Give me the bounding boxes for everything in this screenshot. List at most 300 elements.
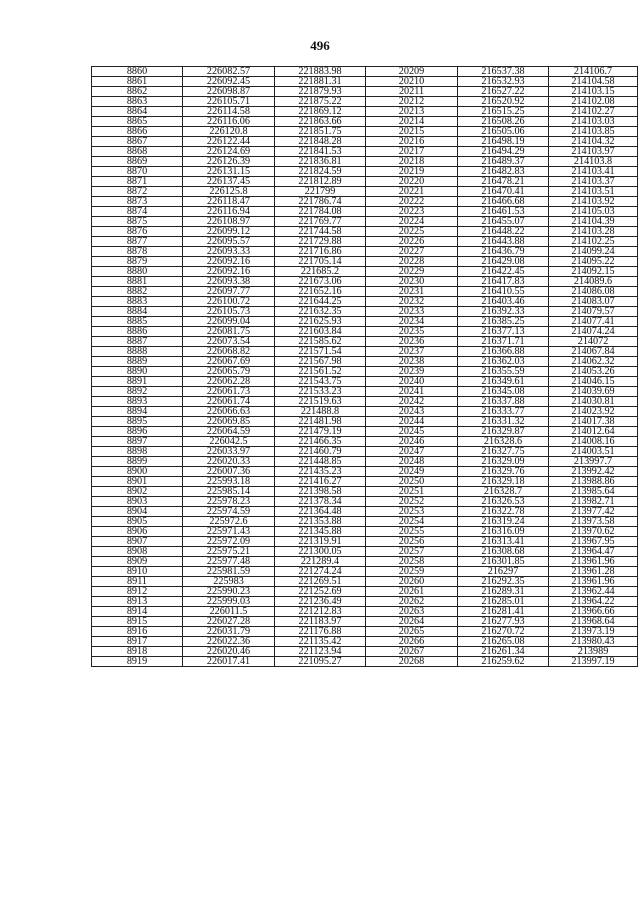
table-cell: 8876 [92, 227, 183, 237]
table-cell: 8883 [92, 297, 183, 307]
table-cell: 221883.98 [275, 67, 366, 77]
table-cell: 214103.85 [549, 127, 638, 137]
table-cell: 20241 [366, 387, 458, 397]
table-cell: 8865 [92, 117, 183, 127]
table-cell: 214083.07 [549, 297, 638, 307]
table-cell: 214089.6 [549, 277, 638, 287]
table-cell: 221705.14 [275, 257, 366, 267]
table-cell: 8892 [92, 387, 183, 397]
table-cell: 20258 [366, 557, 458, 567]
table-cell: 8862 [92, 87, 183, 97]
table-cell: 221824.59 [275, 167, 366, 177]
table-row [92, 437, 638, 447]
table-cell: 226061.73 [183, 387, 275, 397]
table-cell: 20221 [366, 187, 458, 197]
table-cell: 213982.71 [549, 497, 638, 507]
table-cell: 8882 [92, 287, 183, 297]
table-row [92, 237, 638, 247]
table-cell: 20233 [366, 307, 458, 317]
table-row [92, 77, 638, 87]
table-cell: 8870 [92, 167, 183, 177]
table-cell: 226020.33 [183, 457, 275, 467]
table-cell: 20238 [366, 357, 458, 367]
table-cell: 20237 [366, 347, 458, 357]
table-cell: 226092.16 [183, 267, 275, 277]
table-cell: 221644.25 [275, 297, 366, 307]
table-cell: 8880 [92, 267, 183, 277]
table-cell: 8873 [92, 197, 183, 207]
table-cell: 20230 [366, 277, 458, 287]
table-cell: 214008.16 [549, 437, 638, 447]
table-cell: 213988.86 [549, 477, 638, 487]
table-cell: 221533.23 [275, 387, 366, 397]
table-row [92, 567, 638, 577]
table-cell: 226098.87 [183, 87, 275, 97]
table-cell: 221345.88 [275, 527, 366, 537]
table-row [92, 597, 638, 607]
table-cell: 216470.41 [458, 187, 549, 197]
table-cell: 213985.64 [549, 487, 638, 497]
table-cell: 216355.59 [458, 367, 549, 377]
table-cell: 221176.88 [275, 627, 366, 637]
table-cell: 225999.03 [183, 597, 275, 607]
table-cell: 214092.15 [549, 267, 638, 277]
table-cell: 8918 [92, 647, 183, 657]
table-cell: 213970.62 [549, 527, 638, 537]
table-cell: 214099.24 [549, 247, 638, 257]
table-cell: 8905 [92, 517, 183, 527]
table-cell: 20242 [366, 397, 458, 407]
table-cell: 214102.08 [549, 97, 638, 107]
table-cell: 216285.01 [458, 597, 549, 607]
table-cell: 221435.23 [275, 467, 366, 477]
table-cell: 221744.58 [275, 227, 366, 237]
table-row [92, 117, 638, 127]
table-cell: 225993.18 [183, 477, 275, 487]
table-row [92, 247, 638, 257]
table-cell: 213973.58 [549, 517, 638, 527]
table-cell: 20248 [366, 457, 458, 467]
table-row [92, 137, 638, 147]
table-cell: 214106.7 [549, 67, 638, 77]
table-cell: 221095.27 [275, 657, 366, 667]
table-cell: 216532.93 [458, 77, 549, 87]
table-cell: 20227 [366, 247, 458, 257]
table-cell: 20266 [366, 637, 458, 647]
coordinates-table-body [92, 67, 638, 667]
table-cell: 20255 [366, 527, 458, 537]
table-cell: 221466.35 [275, 437, 366, 447]
table-cell: 221784.08 [275, 207, 366, 217]
table-row [92, 497, 638, 507]
table-cell: 8875 [92, 217, 183, 227]
table-cell: 226011.5 [183, 607, 275, 617]
table-cell: 216337.88 [458, 397, 549, 407]
table-cell: 20229 [366, 267, 458, 277]
table-row [92, 537, 638, 547]
table-cell: 214103.51 [549, 187, 638, 197]
table-cell: 221448.85 [275, 457, 366, 467]
table-cell: 221274.24 [275, 567, 366, 577]
table-row [92, 657, 638, 667]
table-cell: 221812.89 [275, 177, 366, 187]
page-number: 496 [310, 38, 330, 53]
table-cell: 8867 [92, 137, 183, 147]
table-cell: 226114.58 [183, 107, 275, 117]
table-cell: 20246 [366, 437, 458, 447]
table-row [92, 487, 638, 497]
table-cell: 226067.69 [183, 357, 275, 367]
table-cell: 8878 [92, 247, 183, 257]
table-cell: 226100.72 [183, 297, 275, 307]
table-cell: 216498.19 [458, 137, 549, 147]
table-cell: 216478.21 [458, 177, 549, 187]
table-cell: 214103.03 [549, 117, 638, 127]
table-cell: 216316.09 [458, 527, 549, 537]
table-cell: 20239 [366, 367, 458, 377]
table-cell: 214086.08 [549, 287, 638, 297]
table-cell: 20245 [366, 427, 458, 437]
table-cell: 216289.31 [458, 587, 549, 597]
table-cell: 226126.39 [183, 157, 275, 167]
table-cell: 214104.39 [549, 217, 638, 227]
table-cell: 8860 [92, 67, 183, 77]
table-row [92, 417, 638, 427]
table-row [92, 577, 638, 587]
table-cell: 216371.71 [458, 337, 549, 347]
table-cell: 221269.51 [275, 577, 366, 587]
table-cell: 8909 [92, 557, 183, 567]
table-cell: 20252 [366, 497, 458, 507]
table-cell: 216292.35 [458, 577, 549, 587]
table-cell: 226097.77 [183, 287, 275, 297]
table-cell: 213997.19 [549, 657, 638, 667]
table-cell: 221398.58 [275, 487, 366, 497]
table-cell: 8899 [92, 457, 183, 467]
table-cell: 226099.12 [183, 227, 275, 237]
table-cell: 20225 [366, 227, 458, 237]
table-cell: 221319.91 [275, 537, 366, 547]
table-cell: 8917 [92, 637, 183, 647]
table-cell: 20263 [366, 607, 458, 617]
table-cell: 8903 [92, 497, 183, 507]
table-cell: 221729.88 [275, 237, 366, 247]
table-cell: 8877 [92, 237, 183, 247]
table-cell: 226017.41 [183, 657, 275, 667]
table-cell: 221625.93 [275, 317, 366, 327]
table-cell: 216328.7 [458, 487, 549, 497]
table-row [92, 257, 638, 267]
table-cell: 213989 [549, 647, 638, 657]
table-row [92, 377, 638, 387]
table-cell: 214103.28 [549, 227, 638, 237]
table-row [92, 387, 638, 397]
table-cell: 221543.75 [275, 377, 366, 387]
table-cell: 20256 [366, 537, 458, 547]
table-cell: 20265 [366, 627, 458, 637]
table-row [92, 367, 638, 377]
table-cell: 213980.43 [549, 637, 638, 647]
table-cell: 20260 [366, 577, 458, 587]
table-cell: 226093.33 [183, 247, 275, 257]
table-cell: 8915 [92, 617, 183, 627]
table-cell: 221836.81 [275, 157, 366, 167]
table-cell: 8898 [92, 447, 183, 457]
table-cell: 226069.85 [183, 417, 275, 427]
table-cell: 8897 [92, 437, 183, 447]
table-row [92, 627, 638, 637]
table-cell: 226131.15 [183, 167, 275, 177]
table-row [92, 477, 638, 487]
table-cell: 214053.26 [549, 367, 638, 377]
table-cell: 20262 [366, 597, 458, 607]
table-cell: 20219 [366, 167, 458, 177]
table-cell: 225983 [183, 577, 275, 587]
table-cell: 216281.41 [458, 607, 549, 617]
table-row [92, 267, 638, 277]
table-cell: 221353.88 [275, 517, 366, 527]
table-row [92, 427, 638, 437]
table-cell: 216455.07 [458, 217, 549, 227]
table-cell: 221875.22 [275, 97, 366, 107]
table-cell: 221212.83 [275, 607, 366, 617]
table-cell: 221364.48 [275, 507, 366, 517]
table-row [92, 587, 638, 597]
table-cell: 214104.58 [549, 77, 638, 87]
table-cell: 225981.59 [183, 567, 275, 577]
table-cell: 221673.06 [275, 277, 366, 287]
table-cell: 226099.04 [183, 317, 275, 327]
table-row [92, 337, 638, 347]
table-cell: 214003.51 [549, 447, 638, 457]
table-cell: 20257 [366, 547, 458, 557]
table-cell: 8891 [92, 377, 183, 387]
table-cell: 226137.45 [183, 177, 275, 187]
table-cell: 8871 [92, 177, 183, 187]
table-row [92, 517, 638, 527]
table-cell: 216362.03 [458, 357, 549, 367]
table-cell: 20267 [366, 647, 458, 657]
table-cell: 8908 [92, 547, 183, 557]
table-cell: 8861 [92, 77, 183, 87]
table-cell: 214074.24 [549, 327, 638, 337]
table-row [92, 207, 638, 217]
table-cell: 225972.09 [183, 537, 275, 547]
table-cell: 213997.7 [549, 457, 638, 467]
table-cell: 226020.46 [183, 647, 275, 657]
table-row [92, 557, 638, 567]
table-cell: 216410.55 [458, 287, 549, 297]
table-cell: 8895 [92, 417, 183, 427]
table-cell: 216515.25 [458, 107, 549, 117]
table-row [92, 217, 638, 227]
table-cell: 221786.74 [275, 197, 366, 207]
table-cell: 221799 [275, 187, 366, 197]
table-cell: 216331.32 [458, 417, 549, 427]
table-row [92, 467, 638, 477]
table-cell: 214103.37 [549, 177, 638, 187]
table-cell: 20218 [366, 157, 458, 167]
table-cell: 226007.36 [183, 467, 275, 477]
table-cell: 8902 [92, 487, 183, 497]
table-cell: 226082.57 [183, 67, 275, 77]
table-cell: 214067.84 [549, 347, 638, 357]
table-cell: 216385.25 [458, 317, 549, 327]
table-cell: 226062.28 [183, 377, 275, 387]
table-cell: 213973.19 [549, 627, 638, 637]
table-row [92, 107, 638, 117]
table-cell: 216329.87 [458, 427, 549, 437]
table-cell: 8887 [92, 337, 183, 347]
table-row [92, 447, 638, 457]
table-cell: 225977.48 [183, 557, 275, 567]
table-cell: 216429.08 [458, 257, 549, 267]
table-cell: 213961.96 [549, 577, 638, 587]
table-cell: 8866 [92, 127, 183, 137]
table-cell: 214072 [549, 337, 638, 347]
table-cell: 221561.52 [275, 367, 366, 377]
table-cell: 20243 [366, 407, 458, 417]
table-cell: 221479.19 [275, 427, 366, 437]
table-cell: 216422.45 [458, 267, 549, 277]
table-row [92, 97, 638, 107]
table-cell: 226068.82 [183, 347, 275, 357]
table-cell: 20264 [366, 617, 458, 627]
table-cell: 20224 [366, 217, 458, 227]
table-row [92, 607, 638, 617]
table-cell: 216329.76 [458, 467, 549, 477]
table-cell: 20254 [366, 517, 458, 527]
table-cell: 213992.42 [549, 467, 638, 477]
table-cell: 8888 [92, 347, 183, 357]
table-cell: 8863 [92, 97, 183, 107]
table-cell: 8879 [92, 257, 183, 267]
table-cell: 8919 [92, 657, 183, 667]
table-row [92, 277, 638, 287]
table-cell: 20223 [366, 207, 458, 217]
table-cell: 226092.45 [183, 77, 275, 87]
table-cell: 216461.53 [458, 207, 549, 217]
table-cell: 8889 [92, 357, 183, 367]
table-cell: 216403.46 [458, 297, 549, 307]
table-cell: 216301.85 [458, 557, 549, 567]
table-cell: 216277.93 [458, 617, 549, 627]
table-cell: 8893 [92, 397, 183, 407]
table-cell: 20236 [366, 337, 458, 347]
table-cell: 226120.8 [183, 127, 275, 137]
table-cell: 20220 [366, 177, 458, 187]
table-cell: 20211 [366, 87, 458, 97]
table-row [92, 67, 638, 77]
table-row [92, 157, 638, 167]
table-cell: 216322.78 [458, 507, 549, 517]
table-cell: 221879.93 [275, 87, 366, 97]
table-cell: 216466.68 [458, 197, 549, 207]
table-cell: 8884 [92, 307, 183, 317]
table-row [92, 167, 638, 177]
table-cell: 213968.64 [549, 617, 638, 627]
table-cell: 226105.71 [183, 97, 275, 107]
table-cell: 216319.24 [458, 517, 549, 527]
table-cell: 216417.83 [458, 277, 549, 287]
table-cell: 221716.86 [275, 247, 366, 257]
table-cell: 216489.37 [458, 157, 549, 167]
table-cell: 221289.4 [275, 557, 366, 567]
table-cell: 216505.06 [458, 127, 549, 137]
table-cell: 213962.44 [549, 587, 638, 597]
table-cell: 225985.14 [183, 487, 275, 497]
table-cell: 216508.26 [458, 117, 549, 127]
table-cell: 216265.08 [458, 637, 549, 647]
table-cell: 20251 [366, 487, 458, 497]
table-cell: 216313.41 [458, 537, 549, 547]
table-cell: 221183.97 [275, 617, 366, 627]
table-cell: 20234 [366, 317, 458, 327]
table-cell: 226031.79 [183, 627, 275, 637]
table-cell: 214104.32 [549, 137, 638, 147]
table-cell: 216329.09 [458, 457, 549, 467]
table-cell: 225978.23 [183, 497, 275, 507]
table-cell: 226042.5 [183, 437, 275, 447]
table-cell: 216520.92 [458, 97, 549, 107]
table-cell: 214062.32 [549, 357, 638, 367]
table-cell: 226108.97 [183, 217, 275, 227]
table-cell: 216270.72 [458, 627, 549, 637]
table-cell: 221519.63 [275, 397, 366, 407]
table-cell: 213967.95 [549, 537, 638, 547]
table-cell: 216527.22 [458, 87, 549, 97]
table-cell: 214103.41 [549, 167, 638, 177]
table-cell: 221571.54 [275, 347, 366, 357]
table-cell: 214103.15 [549, 87, 638, 97]
table-cell: 214103.97 [549, 147, 638, 157]
table-cell: 226064.59 [183, 427, 275, 437]
table-cell: 20249 [366, 467, 458, 477]
table-cell: 8911 [92, 577, 183, 587]
table-cell: 225990.23 [183, 587, 275, 597]
table-cell: 216377.13 [458, 327, 549, 337]
table-cell: 20226 [366, 237, 458, 247]
table-cell: 216443.88 [458, 237, 549, 247]
table-cell: 216366.88 [458, 347, 549, 357]
table-cell: 216448.22 [458, 227, 549, 237]
table-cell: 20228 [366, 257, 458, 267]
table-row [92, 297, 638, 307]
table-cell: 20214 [366, 117, 458, 127]
table-cell: 221632.35 [275, 307, 366, 317]
table-cell: 20217 [366, 147, 458, 157]
table-cell: 214103.92 [549, 197, 638, 207]
table-cell: 221863.66 [275, 117, 366, 127]
table-cell: 20212 [366, 97, 458, 107]
table-cell: 221685.2 [275, 267, 366, 277]
table-cell: 221123.94 [275, 647, 366, 657]
table-cell: 216436.79 [458, 247, 549, 257]
table-cell: 8872 [92, 187, 183, 197]
table-cell: 221585.62 [275, 337, 366, 347]
table-cell: 226118.47 [183, 197, 275, 207]
table-row [92, 147, 638, 157]
table-cell: 20259 [366, 567, 458, 577]
table-row [92, 197, 638, 207]
table-cell: 213961.96 [549, 557, 638, 567]
table-cell: 8886 [92, 327, 183, 337]
table-cell: 213977.42 [549, 507, 638, 517]
table-cell: 214012.64 [549, 427, 638, 437]
table-row [92, 227, 638, 237]
table-cell: 216259.62 [458, 657, 549, 667]
table-row [92, 357, 638, 367]
